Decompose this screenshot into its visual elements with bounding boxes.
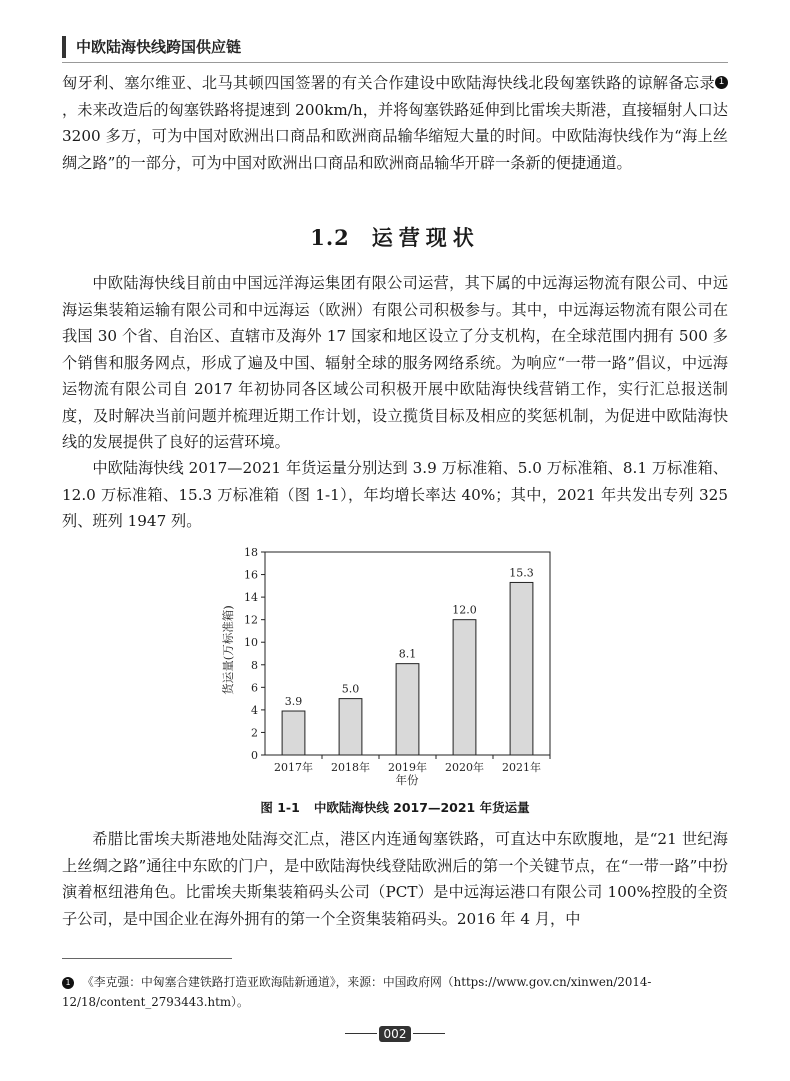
page-number-rule-right <box>413 1033 445 1034</box>
x-axis-title: 年份 <box>395 773 419 787</box>
y-tick-label: 6 <box>251 681 258 695</box>
header-rule <box>62 62 728 63</box>
bar <box>396 664 419 755</box>
y-axis-ticks <box>244 546 265 762</box>
paragraph-operations: 中欧陆海快线目前由中国远洋海运集团有限公司运营，其下属的中远海运物流有限公司、中远海运集装箱运输有限公司和中远海运（欧洲）有限公司积极参与。其中，中远海运物流有限公司在我国 30 个省、自治区、直辖市及海外 17 国家和地区设立了分支机构，在全球范围内拥有 500 多个销售和服务网点，形成了遍及中国、辐射全球的服务网络系统。为响应“一带一路”倡议，中远海运物流有限公司自 2017 年初协同各区域公司积极开展中欧陆海快线营销工作，实行汇总报送制度，及时解决当前问题并梳理近期工作计划，设立揽货目标及相应的奖惩机制，为促进中欧陆海快线的发展提供了良好的运营环境。 <box>62 274 728 451</box>
bar-value-label: 12.0 <box>452 603 477 617</box>
y-tick-label: 4 <box>251 703 258 717</box>
bar <box>510 582 533 755</box>
footnote-rule <box>62 958 232 959</box>
page-number-rule-left <box>345 1033 377 1034</box>
figure-number: 图 1-1 <box>260 800 300 815</box>
y-tick-label: 0 <box>251 749 258 762</box>
bar-value-label: 8.1 <box>398 647 417 661</box>
y-tick-label: 18 <box>244 546 258 559</box>
y-tick-label: 8 <box>251 658 258 672</box>
footnote-reference[interactable]: 1 <box>715 76 728 89</box>
footnote-marker: 1 <box>62 977 74 989</box>
x-tick-label: 2018年 <box>331 761 370 774</box>
paragraph-volume: 中欧陆海快线 2017—2021 年货运量分别达到 3.9 万标准箱、5.0 万标准箱、8.1 万标准箱、12.0 万标准箱、15.3 万标准箱（图 1-1），年均增长率达 40%；其中，2021 年共发出专列 325 列、班列 1947 列。 <box>62 459 728 530</box>
bar-value-label: 3.9 <box>284 695 303 709</box>
footnote-text: 《李克强：中匈塞合建铁路打造亚欧海陆新通道》，来源：中国政府网（https://www.gov.cn/xinwen/2014-12/18/content_2793443.htm）。 <box>62 975 652 1009</box>
footnote <box>62 972 728 1012</box>
bar <box>282 711 305 755</box>
paragraph-intro <box>62 70 728 176</box>
x-tick-label: 2020年 <box>445 761 484 774</box>
bars <box>282 566 534 755</box>
x-tick-label: 2019年 <box>388 761 427 774</box>
y-tick-label: 14 <box>244 591 258 605</box>
x-tick-label: 2017年 <box>274 761 313 774</box>
page-number: 002 <box>379 1026 412 1042</box>
y-axis-title-group <box>221 605 235 694</box>
bar <box>453 620 476 755</box>
y-tick-label: 16 <box>244 568 258 582</box>
section-title: 运营现状 <box>371 225 480 250</box>
y-tick-label: 12 <box>244 613 258 627</box>
bar <box>339 699 362 755</box>
paragraph-piraeus: 希腊比雷埃夫斯港地处陆海交汇点，港区内连通匈塞铁路，可直达中东欧腹地，是“21 世纪海上丝绸之路”通往中东欧的门户，是中欧陆海快线登陆欧洲后的第一个关键节点，在“一带一路”中扮演着枢纽港角色。比雷埃夫斯集装箱码头公司（PCT）是中远海运港口有限公司 100%控股的全资子公司，是中国企业在海外拥有的第一个全资集装箱码头。2016 年 4 月，中 <box>62 830 728 928</box>
y-tick-label: 2 <box>251 726 258 740</box>
y-tick-label: 10 <box>244 636 258 650</box>
bar-value-label: 5.0 <box>341 682 360 696</box>
y-axis-title: 货运量(万标准箱) <box>221 605 235 695</box>
bar-value-label: 15.3 <box>509 566 534 580</box>
figure-caption <box>0 798 790 816</box>
section-number: 1.2 <box>310 225 350 250</box>
intro-text-after-note: ，未来改造后的匈塞铁路将提速到 200km/h，并将匈塞铁路延伸到比雷埃夫斯港，直接辐射人口达 3200 多万，可为中国对欧洲出口商品和欧洲商品输华缩短大量的时间。中欧陆海快线作为“海上丝绸之路”的一部分，可为中国对欧洲出口商品和欧洲商品输华开辟一条新的便捷通道。 <box>62 100 728 172</box>
page-number-block <box>0 1023 790 1042</box>
running-head: 中欧陆海快线跨国供应链 <box>62 36 241 58</box>
x-tick-label: 2021年 <box>502 761 541 774</box>
freight-volume-chart <box>210 540 560 790</box>
figure-title: 中欧陆海快线 2017—2021 年货运量 <box>313 800 530 815</box>
intro-text-before-note: 匈牙利、塞尔维亚、北马其顿四国签署的有关合作建设中欧陆海快线北段匈塞铁路的谅解备忘录 <box>62 74 715 92</box>
section-heading <box>0 222 790 252</box>
x-axis-labels <box>274 755 550 774</box>
